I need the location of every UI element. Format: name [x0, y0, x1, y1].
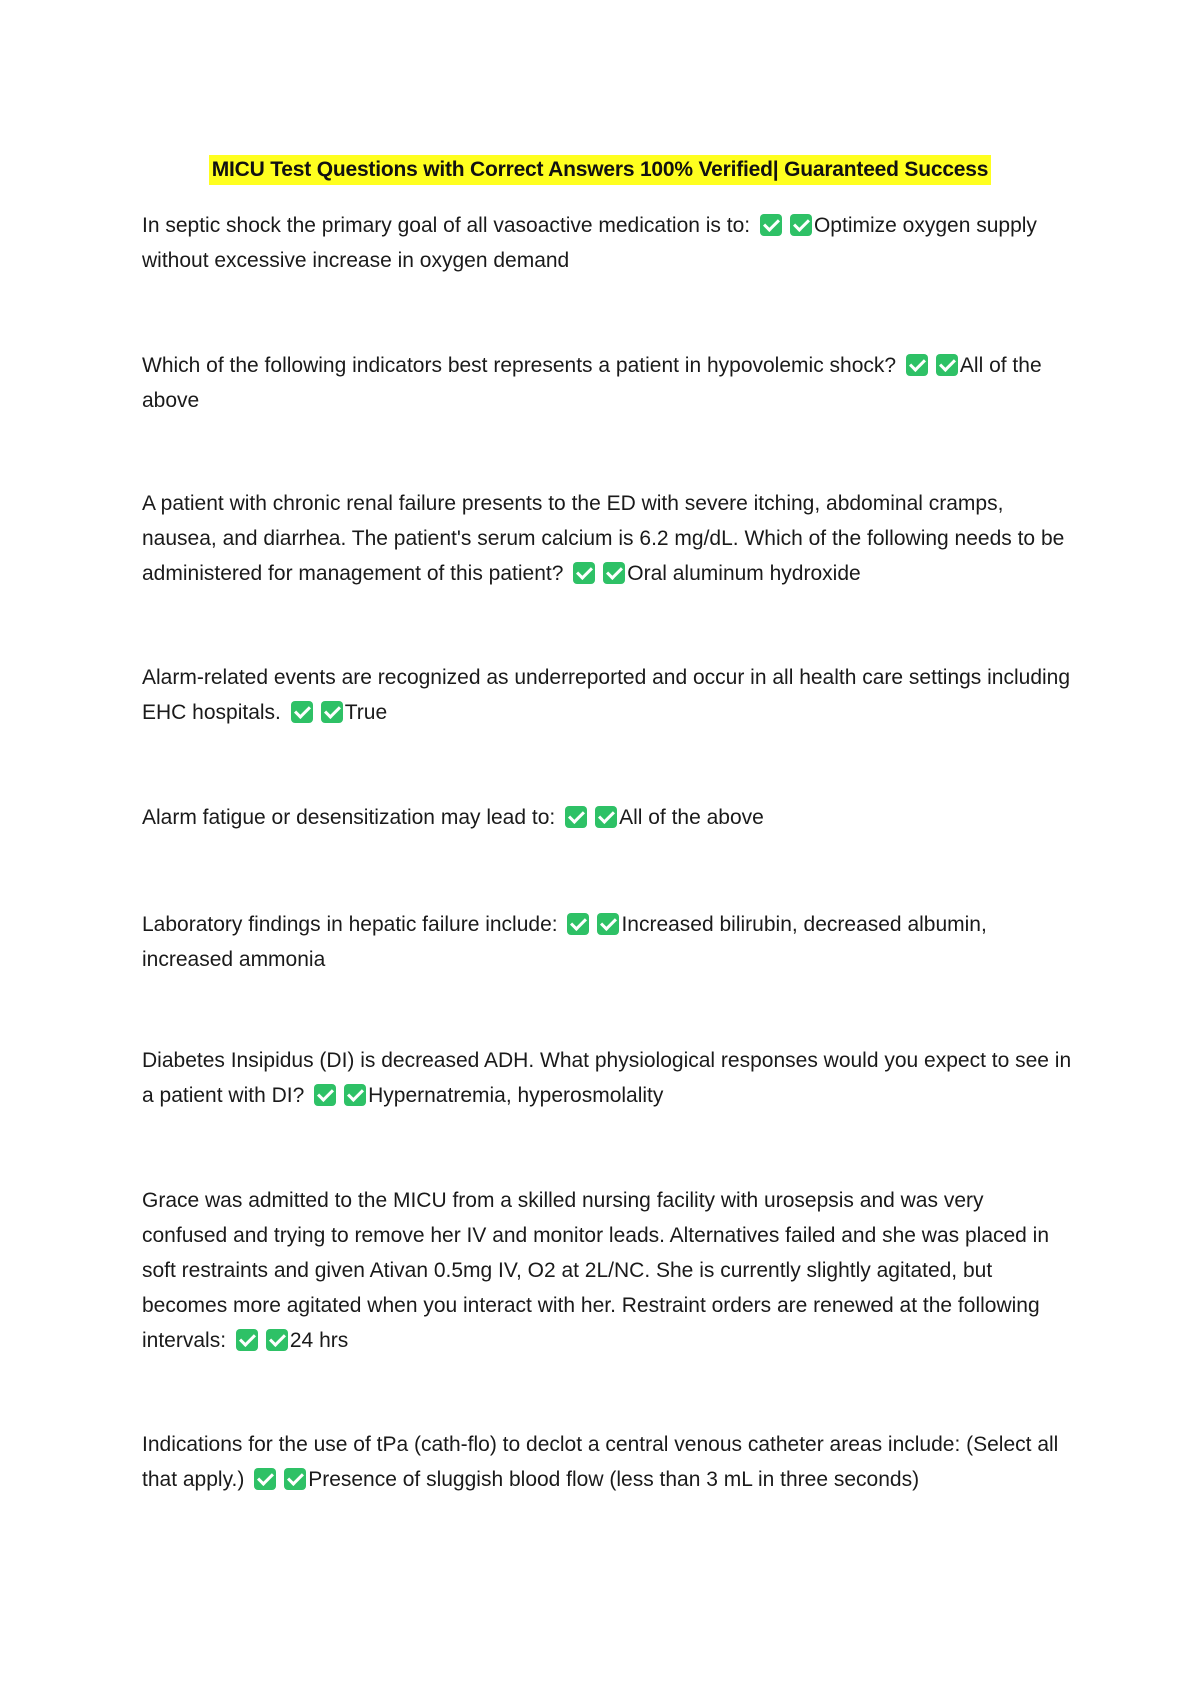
qa-item-3	[142, 486, 1072, 591]
check-mark-icon	[573, 562, 595, 584]
qa-item-1	[142, 208, 1072, 278]
check-mark-icon	[936, 354, 958, 376]
qa-item-7	[142, 1043, 1072, 1113]
check-mark-icon	[291, 701, 313, 723]
answer-text: Presence of sluggish blood flow (less than 3 mL in three seconds)	[308, 1468, 920, 1491]
question-text: Laboratory findings in hepatic failure include:	[142, 913, 558, 936]
check-mark-icon	[344, 1084, 366, 1106]
question-text: Diabetes Insipidus (DI) is decreased ADH. What physiological responses would you expect to see in a patient with DI?	[142, 1049, 1072, 1107]
qa-item-6	[142, 907, 1072, 977]
check-mark-icon	[254, 1468, 276, 1490]
check-mark-icon	[314, 1084, 336, 1106]
question-text: Alarm fatigue or desensitization may lead to:	[142, 806, 556, 829]
check-mark-icon	[595, 806, 617, 828]
check-mark-icon	[321, 701, 343, 723]
check-mark-icon	[597, 913, 619, 935]
question-text: Which of the following indicators best represents a patient in hypovolemic shock?	[142, 354, 897, 377]
qa-item-4	[142, 660, 1072, 730]
check-mark-icon	[565, 806, 587, 828]
answer-text: All of the above	[142, 354, 1042, 412]
qa-item-8	[142, 1183, 1072, 1358]
question-text: Grace was admitted to the MICU from a skilled nursing facility with urosepsis and was very confused and trying to remove her IV and monitor leads. Alternatives failed and she was placed in soft restraints and given Ativan 0.5mg IV, O2 at 2L/NC. She is currently slightly agitated, but becomes more agitated when you interact with her. Restraint orders are renewed at the following intervals:	[142, 1189, 1050, 1352]
title-container	[0, 155, 1200, 185]
qa-item-9	[142, 1427, 1072, 1497]
check-mark-icon	[284, 1468, 306, 1490]
answer-text: 24 hrs	[289, 1329, 349, 1352]
question-text: Alarm-related events are recognized as underreported and occur in all health care settings including EHC hospitals.	[142, 666, 1071, 724]
answer-text: True	[344, 701, 388, 724]
check-mark-icon	[266, 1329, 288, 1351]
qa-item-2	[142, 348, 1072, 418]
answer-text: Hypernatremia, hyperosmolality	[368, 1084, 664, 1107]
check-mark-icon	[906, 354, 928, 376]
question-text: A patient with chronic renal failure presents to the ED with severe itching, abdominal cramps, nausea, and diarrhea. The patient's serum calcium is 6.2 mg/dL. Which of the following needs to be administered for management of this patient?	[142, 492, 1065, 585]
check-mark-icon	[790, 214, 812, 236]
check-mark-icon	[603, 562, 625, 584]
qa-item-5	[142, 800, 1072, 835]
answer-text: Increased bilirubin, decreased albumin, increased ammonia	[142, 913, 987, 971]
answer-text: Optimize oxygen supply without excessive increase in oxygen demand	[142, 214, 1037, 272]
check-mark-icon	[760, 214, 782, 236]
answer-text: All of the above	[619, 806, 764, 829]
answer-text: Oral aluminum hydroxide	[627, 562, 861, 585]
question-text: In septic shock the primary goal of all vasoactive medication is to:	[142, 214, 751, 237]
check-mark-icon	[236, 1329, 258, 1351]
document-title: MICU Test Questions with Correct Answers 100% Verified| Guaranteed Success	[209, 155, 992, 185]
question-text: Indications for the use of tPa (cath-flo) to declot a central venous catheter areas include: (Select all that apply.)	[142, 1433, 1059, 1491]
check-mark-icon	[567, 913, 589, 935]
